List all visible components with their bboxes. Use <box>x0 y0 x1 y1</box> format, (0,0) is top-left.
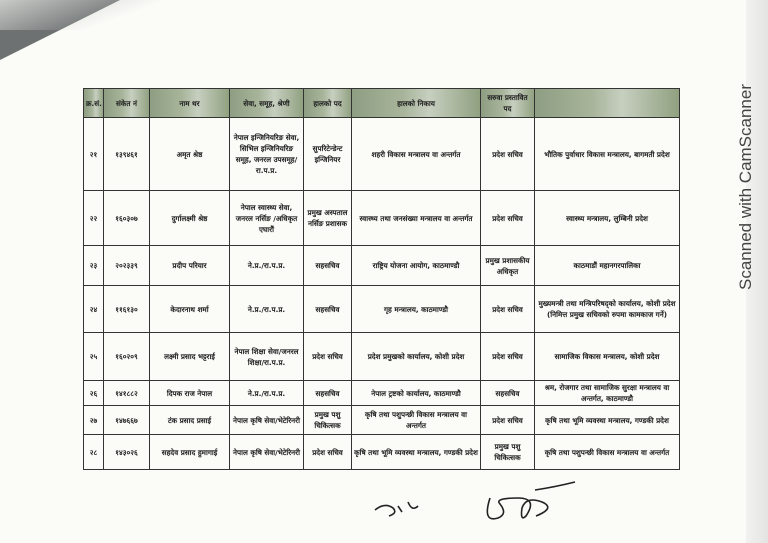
column-header: क्र.सं. <box>84 89 104 118</box>
table-cell: टंक प्रसाद प्रसाई <box>150 406 230 435</box>
table-cell: लक्ष्मी प्रसाद भट्टराई <box>150 333 230 381</box>
table-cell: भौतिक पुर्वाधार विकास मन्त्रालय, बागमती प्रदेश <box>535 118 680 191</box>
table-cell: २१ <box>84 118 104 191</box>
table-row <box>84 435 680 470</box>
table-cell: प्रमुख पशु चिकित्सक <box>304 406 352 435</box>
scan-shadow <box>0 0 160 30</box>
table-cell: १४७६६७ <box>104 406 150 435</box>
table-cell: १६०२०९ <box>104 333 150 381</box>
table-row <box>84 381 680 406</box>
table-cell: सहसचिव <box>304 246 352 286</box>
table-cell: २४ <box>84 286 104 333</box>
table-cell: दुर्गालक्ष्मी श्रेष्ठ <box>150 191 230 246</box>
table-cell: प्रदेश सचिव <box>304 333 352 381</box>
table-cell: स्वास्थ्य मन्त्रालय, लुम्बिनी प्रदेश <box>535 191 680 246</box>
column-header: संकेत नं <box>104 89 150 118</box>
table-cell: प्रदेश सचिव <box>481 286 535 333</box>
table-cell: प्रदेश सचिव <box>481 333 535 381</box>
signatures <box>360 480 590 530</box>
table-cell: सुपरिटेन्डेन्ट इन्जिनियर <box>304 118 352 191</box>
table-cell: कृषि तथा पशुपन्छी विकास मन्त्रालय वा अन्तर्गत <box>535 435 680 470</box>
table-cell: प्रदीप परियार <box>150 246 230 286</box>
table-row <box>84 246 680 286</box>
table-row <box>84 191 680 246</box>
table-cell: दिपक राज नेपाल <box>150 381 230 406</box>
signature-1 <box>375 502 418 516</box>
table-cell: २५ <box>84 333 104 381</box>
table-cell: कृषि तथा भूमि व्यवस्था मन्त्रालय, गण्डकी प्रदेश <box>352 435 481 470</box>
table-cell: १४३०२६ <box>104 435 150 470</box>
table-cell: केदारनाथ शर्मा <box>150 286 230 333</box>
table-cell: प्रमुख अस्पताल नर्सिङ प्रशासक <box>304 191 352 246</box>
table-cell: १६०३०७ <box>104 191 150 246</box>
table-cell: स्वास्थ्य तथा जनसंख्या मन्त्रालय वा अन्तर्गत <box>352 191 481 246</box>
table-cell: सामाजिक विकास मन्त्रालय, कोशी प्रदेश <box>535 333 680 381</box>
table-cell: श्रम, रोजगार तथा सामाजिक सुरक्षा मन्त्रालय वा अन्तर्गत, काठमाण्डौ <box>535 381 680 406</box>
table-cell: २७ <box>84 406 104 435</box>
column-header: हालको निकाय <box>352 89 481 118</box>
table-cell: प्रदेश सचिव <box>481 406 535 435</box>
table-cell: सहसचिव <box>481 381 535 406</box>
column-header: नाम थर <box>150 89 230 118</box>
table-row <box>84 333 680 381</box>
table-header-row <box>84 89 680 118</box>
column-header <box>535 89 680 118</box>
table-cell: गृह मन्त्रालय, काठमाण्डौ <box>352 286 481 333</box>
table-cell: नेपाल स्वास्थ्य सेवा, जनरल नर्सिङ /अधिकृत एघारौं <box>230 191 304 246</box>
column-header: हालको पद <box>304 89 352 118</box>
table-cell: १४१८८२ <box>104 381 150 406</box>
table-cell: २६ <box>84 381 104 406</box>
table-cell: २२ <box>84 191 104 246</box>
table-cell: नेपाल इन्जिनियरिङ सेवा, सिभिल इन्जिनियरिङ समूह, जनरल उपसमूह/रा.प.प्र. <box>230 118 304 191</box>
table-cell: काठमाडौं महानगरपालिका <box>535 246 680 286</box>
camscanner-watermark: Scanned with CamScanner <box>736 83 755 290</box>
table-cell: प्रदेश सचिव <box>304 435 352 470</box>
table-cell: नेपाल ट्रष्टको कार्यालय, काठमाण्डौ <box>352 381 481 406</box>
table-cell: ने.प्र./रा.प.प्र. <box>230 286 304 333</box>
table-cell: प्रदेश प्रमुखको कार्यालय, कोशी प्रदेश <box>352 333 481 381</box>
column-header: सेवा, समूह, श्रेणी <box>230 89 304 118</box>
column-header: सरुवा प्रस्तावित पद <box>481 89 535 118</box>
table-cell: प्रदेश सचिव <box>481 118 535 191</box>
table-cell: २०२३३९ <box>104 246 150 286</box>
table-cell: सहसचिव <box>304 286 352 333</box>
table-cell: ने.प्र./रा.प.प्र. <box>230 381 304 406</box>
table-cell: सहसचिव <box>304 381 352 406</box>
table-cell: प्रमुख पशु चिकित्सक <box>481 435 535 470</box>
table-cell: सहदेव प्रसाद हुमागाई <box>150 435 230 470</box>
transfer-table <box>83 88 680 470</box>
table-cell: २३ <box>84 246 104 286</box>
table-cell: शहरी विकास मन्त्रालय वा अन्तर्गत <box>352 118 481 191</box>
table-cell: नेपाल कृषि सेवा/भेटेरिनरी <box>230 406 304 435</box>
table-row <box>84 118 680 191</box>
table-cell: २८ <box>84 435 104 470</box>
table-cell: अमृत श्रेष्ठ <box>150 118 230 191</box>
table-cell: १३९४६१ <box>104 118 150 191</box>
table-cell: नेपाल शिक्षा सेवा/जनरल शिक्षा/रा.प.प्र. <box>230 333 304 381</box>
table-cell: प्रदेश सचिव <box>481 191 535 246</box>
table-body <box>84 118 680 470</box>
table-cell: मुख्यमन्त्री तथा मन्त्रिपरिषद्को कार्यालय, कोशी प्रदेश (निमित्त प्रमुख सचिवको रुपमा कामकाज गर्ने) <box>535 286 680 333</box>
table-row <box>84 286 680 333</box>
table-cell: राष्ट्रिय योजना आयोग, काठमाण्डौ <box>352 246 481 286</box>
table-cell: कृषि तथा भूमि व्यवस्था मन्त्रालय, गण्डकी प्रदेश <box>535 406 680 435</box>
table-cell: नेपाल कृषि सेवा/भेटेरिनरी <box>230 435 304 470</box>
table-cell: ने.प्र./रा.प.प्र. <box>230 246 304 286</box>
table-row <box>84 406 680 435</box>
table-cell: प्रमुख प्रशासकीय अधिकृत <box>481 246 535 286</box>
signature-2 <box>487 482 575 519</box>
table-cell: ११६१३० <box>104 286 150 333</box>
table-cell: कृषि तथा पशुपन्छी विकास मन्त्रालय वा अन्तर्गत <box>352 406 481 435</box>
